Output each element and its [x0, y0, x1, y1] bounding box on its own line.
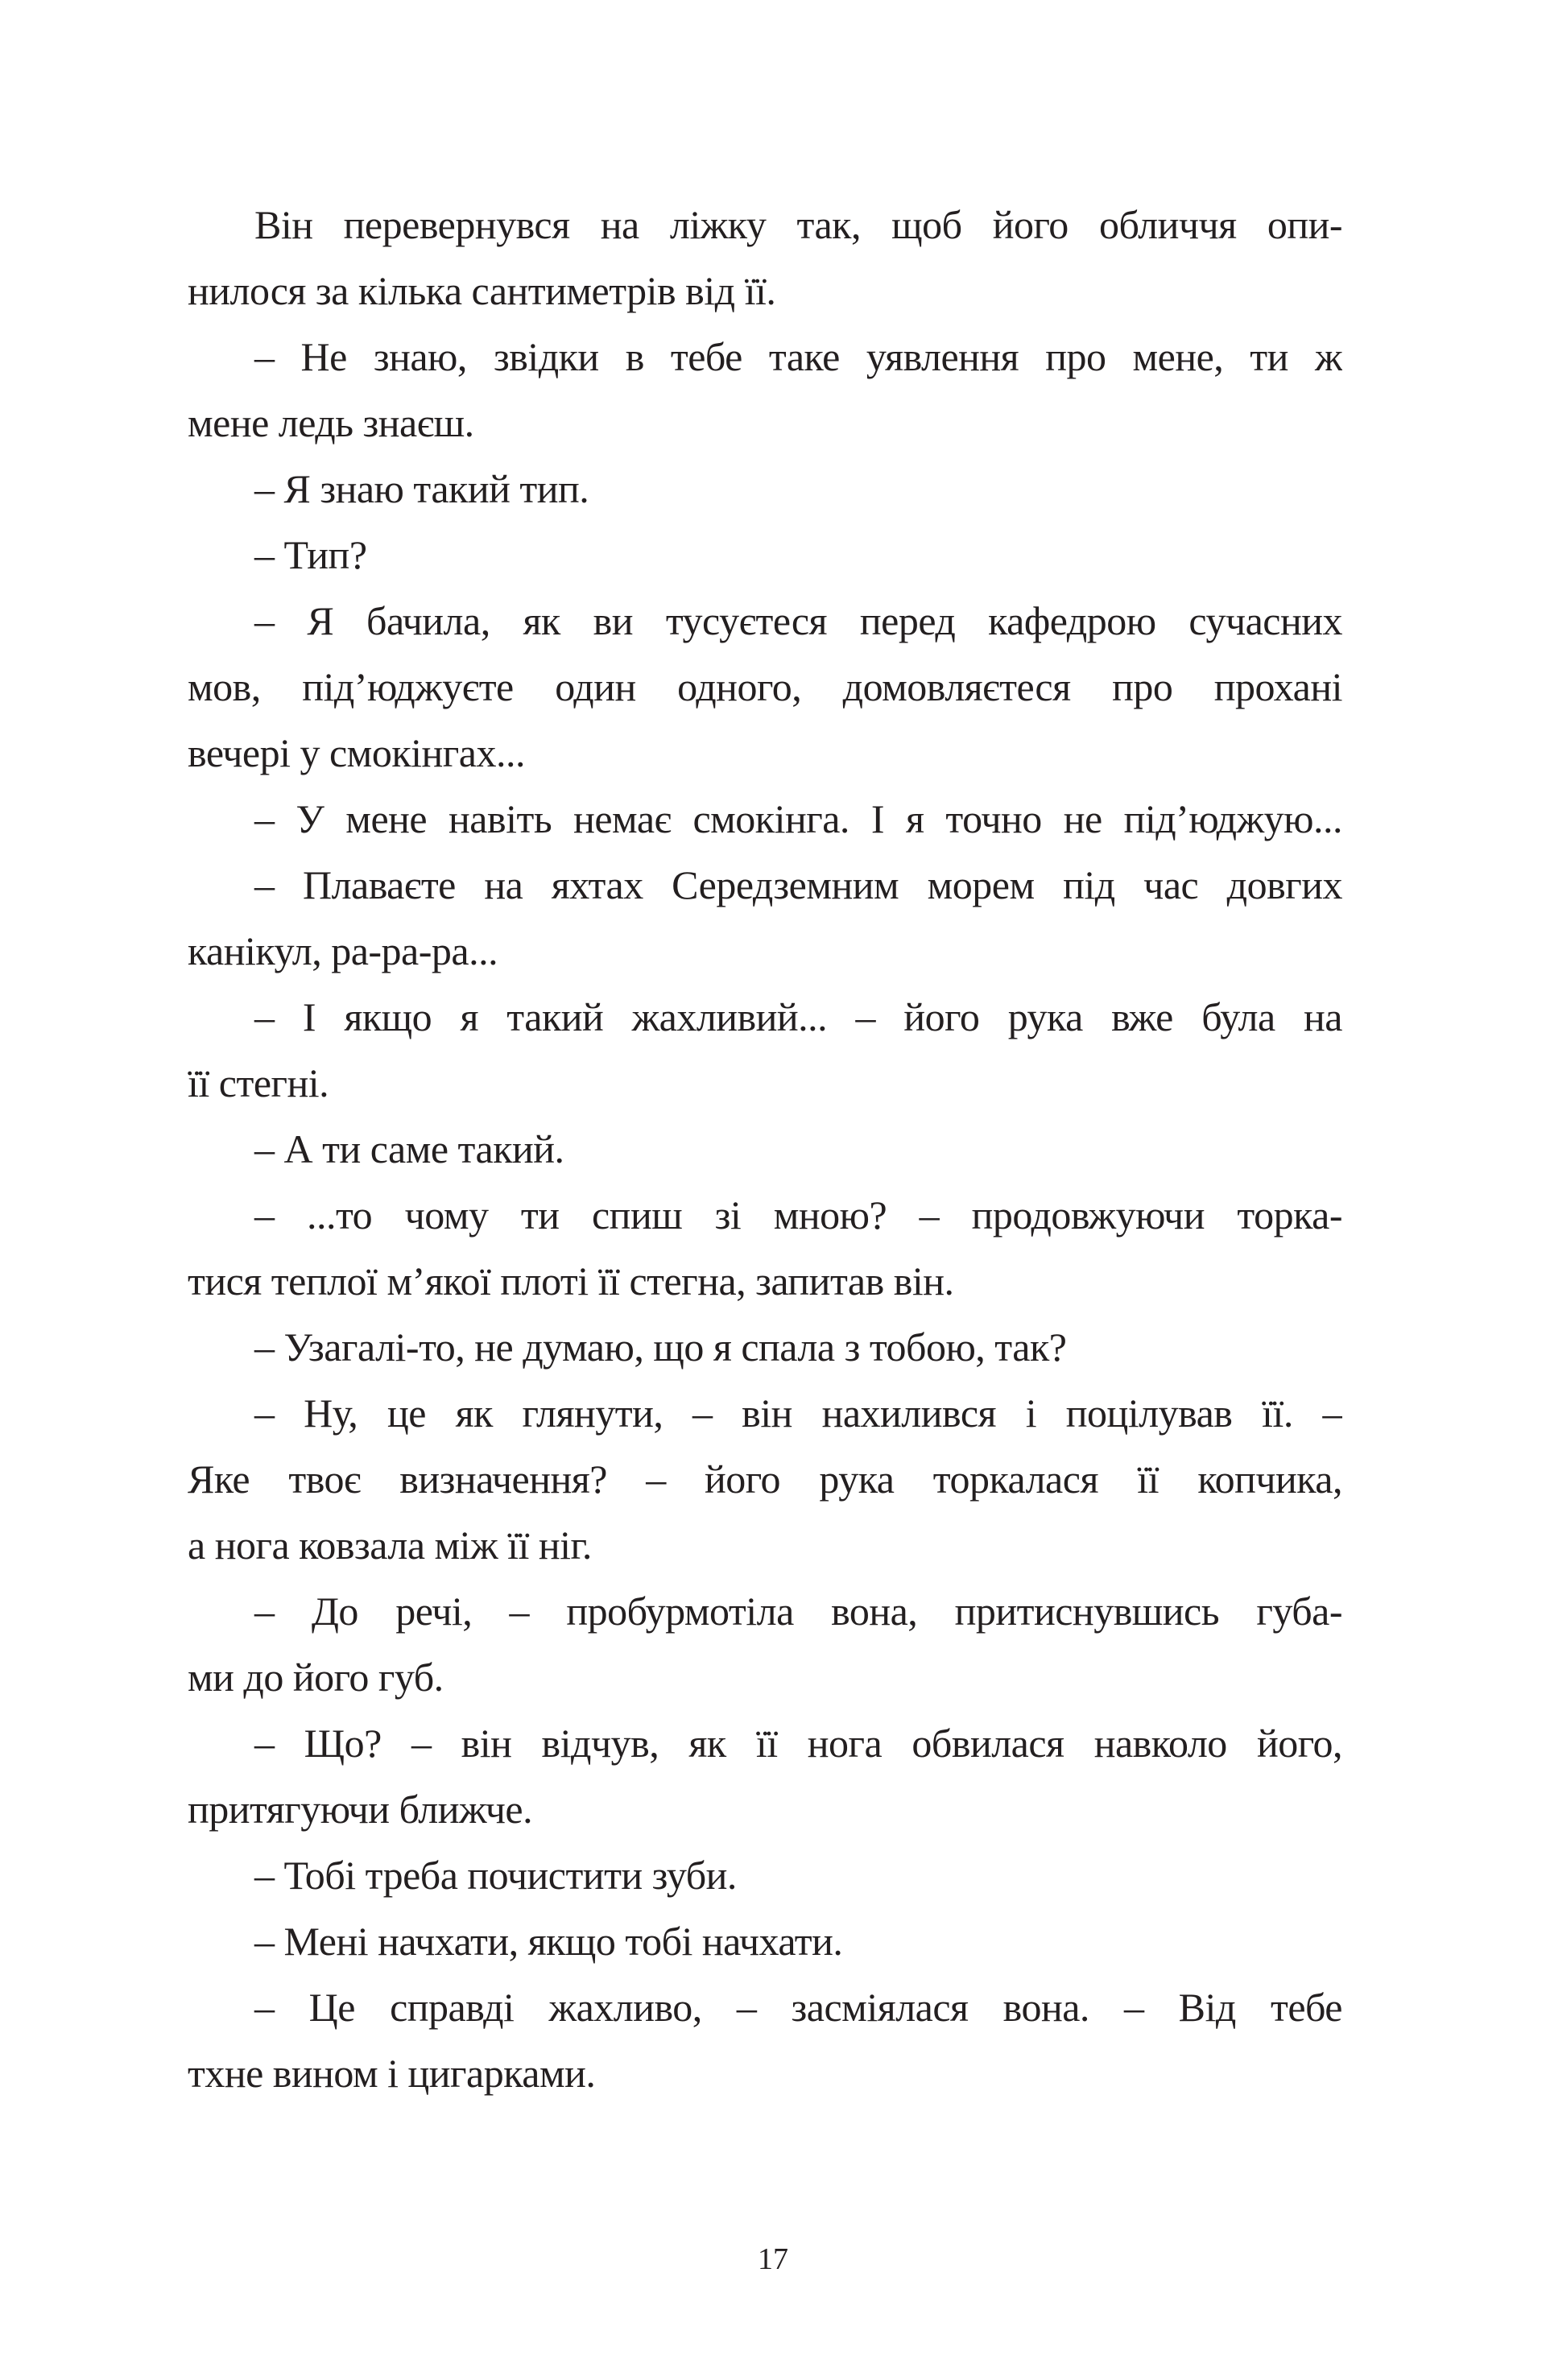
text-line: нилося за кілька сантиметрів від її. — [188, 268, 776, 313]
text-line: – Що? – він відчув, як її нога обвилася навколо його, — [254, 1721, 1342, 1766]
text-line: – Мені начхати, якщо тобі начхати. — [254, 1919, 843, 1964]
text-line: – Плаваєте на яхтах Середземним морем під час довгих — [254, 862, 1342, 907]
body-text — [188, 192, 1342, 2106]
text-line: канікул, ра-ра-ра... — [188, 928, 498, 973]
text-line: – ...то чому ти спиш зі мною? – продовжуючи торка- — [254, 1192, 1342, 1238]
text-line: – До речі, – пробурмотіла вона, притиснувшись губа- — [254, 1589, 1342, 1634]
text-line: мов, під’юджуєте один одного, домовляєтеся про прохані — [188, 664, 1342, 709]
text-line: – У мене навіть немає смокінга. І я точно не під’юджую... — [254, 796, 1342, 841]
page-number: 17 — [758, 2242, 788, 2276]
text-line: тхне вином і цигарками. — [188, 2051, 596, 2096]
text-line: тися теплої м’якої плоті її стегна, запитав він. — [188, 1258, 954, 1304]
text-line: – І якщо я такий жахливий... – його рука вже була на — [254, 994, 1342, 1039]
text-line: – Узагалі-то, не думаю, що я спала з тобою, так? — [254, 1324, 1067, 1370]
text-line: – Тобі треба почистити зуби. — [254, 1853, 737, 1898]
text-line: її стегні. — [188, 1060, 329, 1105]
text-line: Яке твоє визначення? – його рука торкалася її копчика, — [188, 1457, 1342, 1502]
text-line: – Я бачила, як ви тусуєтеся перед кафедрою сучасних — [254, 598, 1342, 643]
text-line: а нога ковзала між її ніг. — [188, 1523, 592, 1568]
text-line: – Не знаю, звідки в тебе таке уявлення про мене, ти ж — [254, 334, 1342, 379]
text-line: – Ну, це як глянути, – він нахилився і поцілував її. – — [254, 1390, 1342, 1436]
text-line: Він перевернувся на ліжку так, щоб його обличчя опи- — [254, 202, 1342, 247]
text-line: – А ти саме такий. — [254, 1126, 564, 1171]
text-line: – Тип? — [254, 532, 367, 577]
text-line: вечері у смокінгах... — [188, 730, 525, 775]
text-line: притягуючи ближче. — [188, 1787, 533, 1832]
text-line: – Це справді жахливо, – засміялася вона. – Від тебе — [254, 1985, 1342, 2030]
text-line: – Я знаю такий тип. — [254, 466, 589, 511]
text-line: ми до його губ. — [188, 1655, 444, 1700]
text-line: мене ледь знаєш. — [188, 400, 474, 445]
